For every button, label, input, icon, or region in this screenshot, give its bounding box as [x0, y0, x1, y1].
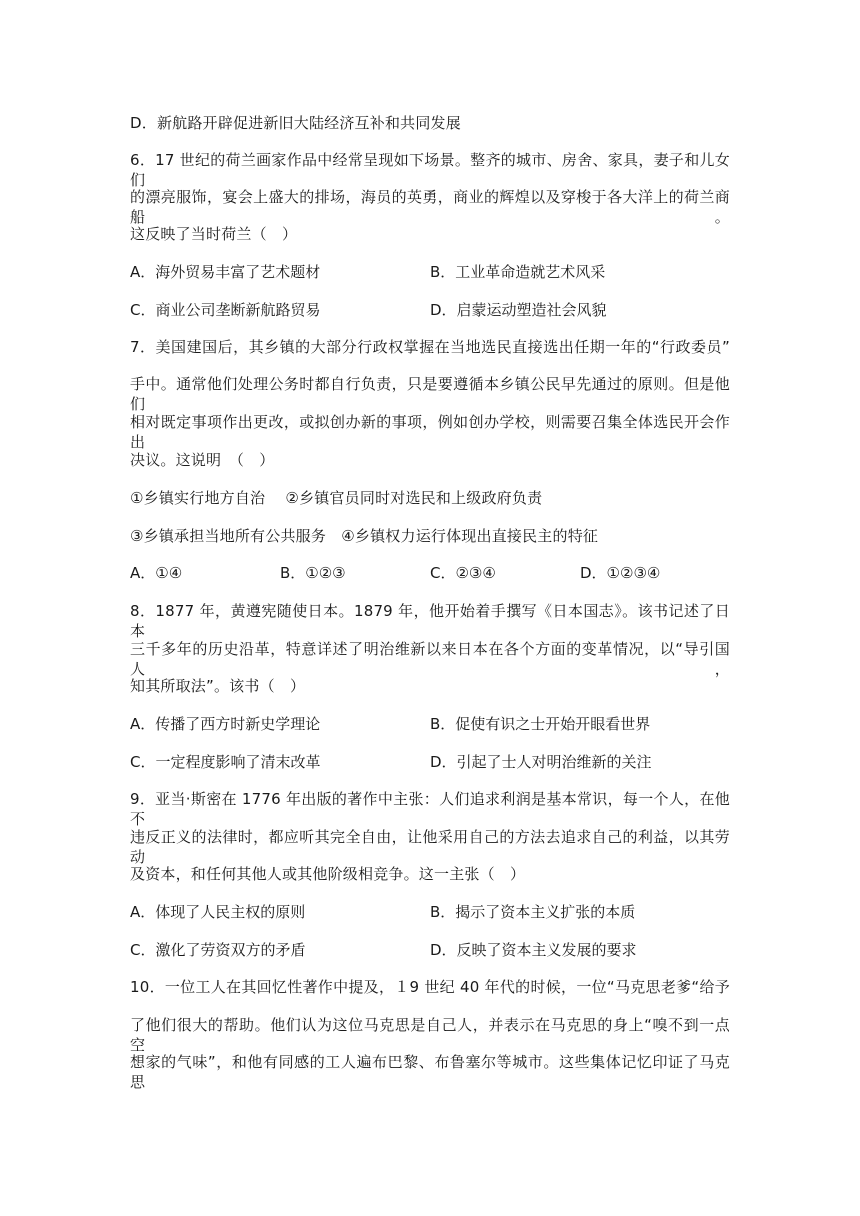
- question-6-line-2: 的漂亮服饰，宴会上盛大的排场，海员的英勇，商业的辉煌以及穿梭于各大洋上的荷兰商船。: [130, 188, 730, 226]
- question-9-line-3: 及资本，和任何其他人或其他阶级相竞争。这一主张（ ）: [130, 865, 526, 883]
- question-7-option-d: D．①②③④: [580, 564, 661, 582]
- question-6-option-d: D．启蒙运动塑造社会风貌: [430, 301, 607, 319]
- question-7-line-3: 相对既定事项作出更改，或拟创办新的事项，例如创办学校，则需要召集全体选民开会作出: [130, 413, 730, 451]
- question-8-line-1: 8．1877 年，黄遵宪随使日本。1879 年，他开始着手撰写《日本国志》。该书记述了日本: [130, 602, 730, 640]
- question-8-option-d: D．引起了士人对明治维新的关注: [430, 753, 652, 771]
- question-7-option-a: A．①④: [130, 564, 183, 582]
- question-6-option-a: A．海外贸易丰富了艺术题材: [130, 263, 321, 281]
- question-10-line-1: 10．一位工人在其回忆性著作中提及，１9 世纪 40 年代的时候，一位“马克思老爹“给予: [130, 978, 730, 996]
- question-6-option-c: C．商业公司垄断新航路贸易: [130, 301, 321, 319]
- question-8-option-a: A．传播了西方时新史学理论: [130, 715, 321, 733]
- question-8-line-2: 三千多年的历史沿革，特意详述了明治维新以来日本在各个方面的变革情况，以“导引国人，: [130, 640, 730, 678]
- question-8-option-b: B．促使有识之士开始开眼看世界: [430, 715, 651, 733]
- question-6-line-3: 这反映了当时荷兰（ ）: [130, 225, 298, 243]
- question-9-option-d: D．反映了资本主义发展的要求: [430, 941, 637, 959]
- question-10-line-3: 想家的气味”，和他有同感的工人遍布巴黎、布鲁塞尔等城市。这些集体记忆印证了马克思: [130, 1053, 730, 1091]
- question-9-line-1: 9．亚当·斯密在 1776 年出版的著作中主张：人们追求利润是基本常识，每一个人，在他不: [130, 790, 730, 828]
- question-8-line-3: 知其所取法”。该书（ ）: [130, 677, 306, 695]
- question-9-line-2: 违反正义的法律时，都应听其完全自由，让他采用自己的方法去追求自己的利益，以其劳动: [130, 828, 730, 866]
- question-7-option-b: B．①②③: [280, 564, 346, 582]
- question-7-option-c: C．②③④: [430, 564, 496, 582]
- question-7-line-2: 手中。通常他们处理公务时都自行负责，只是要遵循本乡镇公民早先通过的原则。但是他们: [130, 375, 730, 413]
- question-7-statement-2: ③乡镇承担当地所有公共服务 ④乡镇权力运行体现出直接民主的特征: [130, 527, 599, 545]
- question-6-option-b: B．工业革命造就艺术风采: [430, 263, 606, 281]
- option-d-previous: D．新航路开辟促进新旧大陆经济互补和共同发展: [130, 114, 461, 132]
- question-7-statement-1: ①乡镇实行地方自治 ②乡镇官员同时对选民和上级政府负责: [130, 489, 543, 507]
- question-7-line-4: 决议。这说明 （ ）: [130, 451, 275, 469]
- question-10-line-2: 了他们很大的帮助。他们认为这位马克思是自己人，并表示在马克思的身上“嗅不到一点空: [130, 1016, 730, 1054]
- question-6-line-1: 6．17 世纪的荷兰画家作品中经常呈现如下场景。整齐的城市、房舍、家具，妻子和儿女们: [130, 151, 730, 189]
- question-9-option-c: C．激化了劳资双方的矛盾: [130, 941, 306, 959]
- question-9-option-b: B．揭示了资本主义扩张的本质: [430, 903, 636, 921]
- question-7-line-1: 7．美国建国后，其乡镇的大部分行政权掌握在当地选民直接选出任期一年的“行政委员”: [130, 338, 730, 356]
- question-8-option-c: C．一定程度影响了清末改革: [130, 753, 321, 771]
- question-9-option-a: A．体现了人民主权的原则: [130, 903, 306, 921]
